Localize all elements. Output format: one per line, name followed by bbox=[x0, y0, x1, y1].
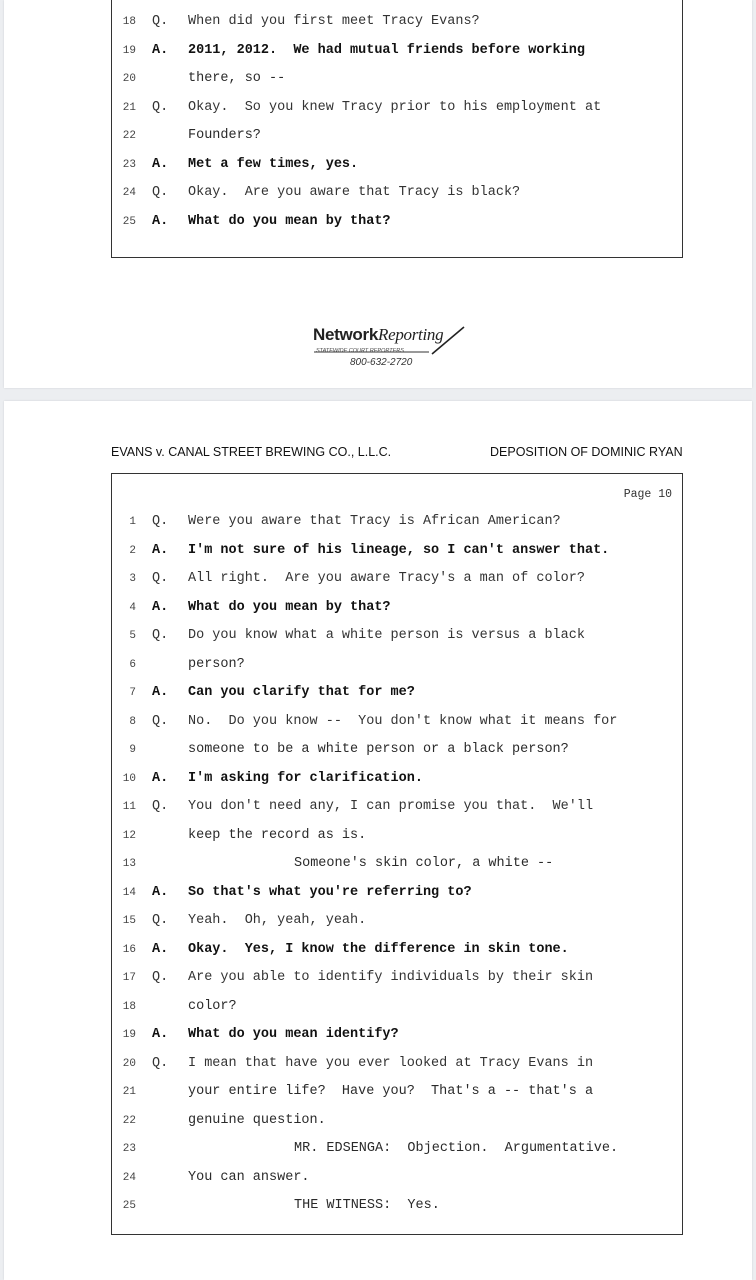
transcript-line bbox=[112, 1135, 682, 1163]
line-number: 6 bbox=[129, 658, 136, 671]
speaker-label: A. bbox=[152, 884, 169, 900]
transcript-line bbox=[112, 565, 682, 593]
speaker-label: A. bbox=[152, 685, 169, 700]
transcript-line bbox=[112, 508, 682, 536]
line-number: 4 bbox=[129, 601, 136, 614]
transcript-line bbox=[112, 122, 682, 150]
testimony-text: Are you able to identify individuals by their skin bbox=[188, 970, 594, 985]
line-number: 5 bbox=[129, 630, 136, 642]
transcript-line bbox=[112, 1107, 682, 1135]
line-number: 2 bbox=[129, 544, 136, 557]
page-number-label: Page 10 bbox=[623, 488, 672, 501]
network-reporting-logo bbox=[304, 322, 464, 378]
transcript-line bbox=[112, 622, 682, 650]
line-number: 18 bbox=[122, 1000, 136, 1013]
testimony-text: Can you clarify that for me? bbox=[188, 685, 415, 700]
speaker-label: A. bbox=[152, 42, 169, 58]
speaker-label: A. bbox=[152, 941, 169, 957]
line-number: 20 bbox=[122, 73, 136, 85]
line-number: 18 bbox=[122, 16, 136, 28]
line-number: 14 bbox=[122, 886, 136, 899]
transcript-line bbox=[112, 1078, 682, 1106]
transcript-line bbox=[112, 850, 682, 878]
speaker-label: Q. bbox=[152, 14, 169, 29]
transcript-line bbox=[112, 679, 682, 707]
transcript-line bbox=[112, 822, 682, 850]
testimony-text: All right. Are you aware Tracy's a man of color? bbox=[188, 571, 585, 586]
testimony-text: keep the record as is. bbox=[188, 827, 367, 843]
testimony-text: someone to be a white person or a black person? bbox=[188, 742, 569, 757]
line-number: 25 bbox=[122, 1200, 136, 1212]
testimony-text: Do you know what a white person is versus a black bbox=[188, 628, 585, 643]
line-number: 22 bbox=[122, 130, 136, 142]
line-number: 13 bbox=[122, 858, 136, 870]
testimony-text: Okay. Yes, I know the difference in skin tone. bbox=[188, 941, 569, 957]
testimony-text: So that's what you're referring to? bbox=[188, 884, 472, 900]
speaker-label: A. bbox=[152, 1027, 169, 1042]
transcript-line bbox=[112, 708, 682, 736]
transcript-line bbox=[112, 1021, 682, 1049]
line-number: 25 bbox=[122, 215, 136, 228]
testimony-text: Someone's skin color, a white -- bbox=[294, 856, 554, 871]
testimony-text: When did you first meet Tracy Evans? bbox=[188, 14, 480, 29]
transcript-line bbox=[112, 651, 682, 679]
testimony-text: MR. EDSENGA: Objection. Argumentative. bbox=[294, 1141, 619, 1156]
testimony-text: there, so -- bbox=[188, 71, 286, 86]
transcript-box bbox=[111, 473, 683, 1235]
testimony-text: I mean that have you ever looked at Tracy Evans in bbox=[188, 1055, 594, 1071]
testimony-text: Founders? bbox=[188, 128, 261, 143]
line-number: 16 bbox=[122, 943, 136, 956]
transcript-line bbox=[112, 1192, 682, 1220]
speaker-label: Q. bbox=[152, 799, 169, 814]
transcript-line bbox=[112, 936, 682, 964]
testimony-text: I'm asking for clarification. bbox=[188, 770, 423, 786]
testimony-text: Okay. Are you aware that Tracy is black? bbox=[188, 185, 521, 200]
line-number: 15 bbox=[122, 915, 136, 927]
line-number: 19 bbox=[122, 1029, 136, 1041]
speaker-label: A. bbox=[152, 770, 169, 786]
transcript-box bbox=[111, 0, 683, 258]
speaker-label: A. bbox=[152, 156, 169, 172]
speaker-label: Q. bbox=[152, 628, 169, 643]
logo-tagline: STATEWIDE COURT REPORTERS bbox=[316, 348, 404, 354]
transcript-line bbox=[112, 65, 682, 93]
testimony-text: 2011, 2012. We had mutual friends before working bbox=[188, 42, 585, 58]
transcript-line bbox=[112, 537, 682, 565]
speaker-label: Q. bbox=[152, 1055, 169, 1071]
testimony-text: I'm not sure of his lineage, so I can't answer that. bbox=[188, 542, 610, 558]
testimony-text: Were you aware that Tracy is African American? bbox=[188, 514, 561, 529]
speaker-label: Q. bbox=[152, 514, 169, 529]
line-number: 20 bbox=[122, 1057, 136, 1070]
testimony-text: What do you mean identify? bbox=[188, 1027, 399, 1042]
testimony-text: Met a few times, yes. bbox=[188, 156, 359, 172]
transcript-line bbox=[112, 37, 682, 65]
speaker-label: Q. bbox=[152, 99, 169, 115]
line-number: 24 bbox=[122, 187, 136, 199]
line-number: 24 bbox=[122, 1171, 136, 1184]
line-number: 21 bbox=[122, 1086, 136, 1098]
line-number: 19 bbox=[122, 44, 136, 57]
line-number: 9 bbox=[129, 744, 136, 756]
transcript-line bbox=[112, 94, 682, 122]
testimony-text: No. Do you know -- You don't know what it means for bbox=[188, 713, 618, 729]
testimony-text: THE WITNESS: Yes. bbox=[294, 1198, 440, 1213]
line-number: 22 bbox=[122, 1114, 136, 1127]
testimony-text: You can answer. bbox=[188, 1169, 310, 1185]
testimony-text: genuine question. bbox=[188, 1112, 326, 1128]
testimony-text: person? bbox=[188, 656, 245, 672]
line-number: 12 bbox=[122, 829, 136, 842]
testimony-text: your entire life? Have you? That's a -- that's a bbox=[188, 1084, 594, 1099]
line-number: 7 bbox=[129, 687, 136, 699]
logo-wordmark: NetworkReporting bbox=[313, 325, 444, 344]
testimony-text: You don't need any, I can promise you that. We'll bbox=[188, 799, 594, 814]
line-number: 23 bbox=[122, 158, 136, 171]
testimony-text: Yeah. Oh, yeah, yeah. bbox=[188, 913, 367, 928]
transcript-line bbox=[112, 964, 682, 992]
speaker-label: A. bbox=[152, 599, 169, 615]
line-number: 10 bbox=[122, 772, 136, 785]
testimony-text: What do you mean by that? bbox=[188, 599, 391, 615]
line-number: 3 bbox=[129, 573, 136, 585]
transcript-line bbox=[112, 1164, 682, 1192]
transcript-line bbox=[112, 993, 682, 1021]
line-number: 17 bbox=[122, 972, 136, 984]
line-number: 23 bbox=[122, 1143, 136, 1155]
testimony-text: What do you mean by that? bbox=[188, 213, 391, 229]
logo-phone: 800-632-2720 bbox=[350, 357, 413, 368]
speaker-label: Q. bbox=[152, 970, 169, 985]
transcript-line bbox=[112, 793, 682, 821]
speaker-label: Q. bbox=[152, 571, 169, 586]
transcript-line bbox=[112, 879, 682, 907]
speaker-label: A. bbox=[152, 213, 169, 229]
line-number: 8 bbox=[129, 715, 136, 728]
line-number: 21 bbox=[122, 101, 136, 114]
transcript-line bbox=[112, 1050, 682, 1078]
transcript-line bbox=[112, 208, 682, 236]
transcript-page-9 bbox=[4, 0, 752, 388]
speaker-label: A. bbox=[152, 542, 169, 558]
speaker-label: Q. bbox=[152, 185, 169, 200]
transcript-line bbox=[112, 8, 682, 36]
line-number: 1 bbox=[129, 516, 136, 528]
transcript-line bbox=[112, 736, 682, 764]
transcript-line bbox=[112, 179, 682, 207]
transcript-line bbox=[112, 907, 682, 935]
speaker-label: Q. bbox=[152, 713, 169, 729]
transcript-page-10 bbox=[4, 401, 752, 1280]
transcript-line bbox=[112, 151, 682, 179]
testimony-text: Okay. So you knew Tracy prior to his employment at bbox=[188, 99, 602, 115]
transcript-line bbox=[112, 765, 682, 793]
testimony-text: color? bbox=[188, 998, 237, 1014]
deposition-title: DEPOSITION OF DOMINIC RYAN bbox=[490, 445, 683, 459]
case-title: EVANS v. CANAL STREET BREWING CO., L.L.C. bbox=[111, 445, 392, 459]
line-number: 11 bbox=[122, 801, 136, 813]
speaker-label: Q. bbox=[152, 913, 169, 928]
transcript-line bbox=[112, 594, 682, 622]
